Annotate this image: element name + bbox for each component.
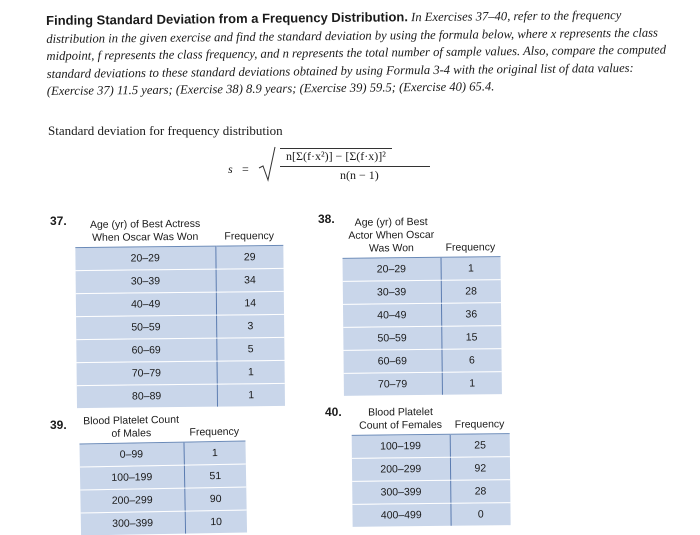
- exercise-number-39: 39.: [50, 418, 67, 432]
- instructions-body: In Exercises 37–40, refer to the frequency distribution in the given exercise and find the standard deviation by using the formula below, where x represents the class midpoint, f represents the class frequency, and n represents the total number of sample values. Also, compare the computed standard deviations to these standard deviations obtained by using Formula 3-4 with the original list of data values: (Exercise 37) 11.5 years; (Exercise 38) 8.9 years; (Exercise 39) 59.5; (Exercise 40) 65.4.: [46, 7, 667, 99]
- class-cell: 50–59: [343, 326, 441, 350]
- formula-equals: =: [242, 162, 249, 176]
- table-row: [79, 441, 245, 467]
- table-row: [352, 434, 510, 459]
- square-root-icon: [258, 146, 276, 182]
- table-row: [76, 268, 284, 293]
- table-row: [81, 510, 247, 535]
- formula-denominator: n(n − 1): [340, 168, 379, 182]
- frequency-cell: 0: [450, 503, 510, 526]
- class-cell: 100–199: [80, 465, 184, 490]
- table-row: [343, 349, 501, 374]
- class-cell: 50–59: [76, 315, 216, 339]
- frequency-cell: 1: [441, 257, 501, 281]
- frequency-cell: 5: [216, 337, 284, 361]
- table-row: [352, 503, 510, 527]
- exercise-number-37: 37.: [50, 214, 67, 228]
- frequency-cell: 1: [442, 372, 502, 395]
- frequency-cell: 25: [450, 434, 510, 458]
- class-cell: 70–79: [77, 361, 217, 385]
- frequency-cell: 34: [216, 268, 284, 292]
- frequency-table-37: [75, 215, 285, 408]
- table-row: [77, 360, 285, 385]
- fraction-bar: [280, 166, 430, 167]
- table-row: [80, 487, 246, 513]
- table-row: [352, 480, 510, 505]
- frequency-cell: 28: [441, 280, 501, 304]
- class-cell: 30–39: [343, 280, 441, 304]
- table-row: [80, 464, 246, 490]
- table-row: [343, 303, 501, 328]
- table-row: [352, 457, 510, 482]
- class-header: Blood Platelet Count of Females: [351, 404, 449, 436]
- class-cell: 20–29: [343, 257, 441, 281]
- instructions-heading: Finding Standard Deviation from a Frequency Distribution.: [46, 9, 409, 28]
- frequency-cell: 10: [185, 510, 247, 534]
- frequency-cell: 36: [441, 303, 501, 327]
- class-header: Age (yr) of Best Actor When Oscar Was Won: [342, 214, 440, 259]
- frequency-table-40: [351, 403, 510, 527]
- class-cell: 40–49: [343, 303, 441, 327]
- table-row: [344, 372, 502, 396]
- class-cell: 0–99: [79, 442, 183, 467]
- class-cell: 300–399: [81, 511, 185, 535]
- class-cell: 100–199: [352, 434, 450, 458]
- frequency-cell: 28: [450, 480, 510, 504]
- table-header-row: [75, 215, 283, 248]
- table-header-row: [342, 213, 500, 258]
- frequency-header: Frequency: [440, 213, 500, 257]
- frequency-cell: 1: [217, 383, 285, 406]
- frequency-cell: 6: [441, 349, 501, 373]
- exercise-number-40: 40.: [325, 405, 342, 419]
- class-cell: 70–79: [344, 372, 442, 396]
- table-row: [76, 291, 284, 316]
- table-row: [77, 383, 285, 408]
- frequency-cell: 14: [216, 291, 284, 315]
- class-cell: 200–299: [352, 457, 450, 481]
- table-row: [76, 314, 284, 339]
- table-header-row: [79, 411, 246, 444]
- class-cell: 200–299: [80, 488, 184, 513]
- frequency-cell: 92: [450, 457, 510, 481]
- frequency-cell: 3: [216, 314, 284, 338]
- class-cell: 60–69: [343, 349, 441, 373]
- formula-caption: Standard deviation for frequency distribution: [48, 123, 283, 138]
- frequency-cell: 29: [215, 245, 283, 269]
- class-header: Age (yr) of Best Actress When Oscar Was Won: [75, 216, 215, 248]
- frequency-cell: 1: [217, 360, 285, 384]
- table-row: [343, 280, 501, 305]
- frequency-cell: 1: [183, 441, 245, 465]
- instructions-paragraph: [46, 6, 667, 101]
- table-row: [343, 326, 501, 351]
- frequency-cell: 51: [184, 464, 246, 488]
- class-cell: 80–89: [77, 384, 217, 408]
- table-header-row: [351, 403, 509, 435]
- frequency-header: Frequency: [183, 411, 246, 443]
- class-cell: 20–29: [75, 246, 215, 270]
- frequency-header: Frequency: [215, 215, 283, 246]
- frequency-table-38: [342, 213, 502, 396]
- frequency-header: Frequency: [449, 403, 509, 434]
- class-cell: 60–69: [76, 338, 216, 362]
- formula-lhs: s: [228, 162, 233, 176]
- class-header: Blood Platelet Count of Males: [79, 412, 184, 444]
- class-cell: 40–49: [76, 292, 216, 316]
- exercise-number-38: 38.: [318, 212, 335, 226]
- table-row: [76, 337, 284, 362]
- frequency-table-39: [79, 411, 247, 535]
- frequency-cell: 15: [441, 326, 501, 350]
- formula-numerator: n[Σ(f·x²)] − [Σ(f·x)]²: [280, 148, 392, 166]
- frequency-cell: 90: [184, 487, 246, 511]
- table-row: [75, 245, 283, 270]
- class-cell: 400–499: [352, 503, 450, 527]
- table-row: [343, 257, 501, 282]
- class-cell: 30–39: [76, 269, 216, 293]
- class-cell: 300–399: [352, 480, 450, 504]
